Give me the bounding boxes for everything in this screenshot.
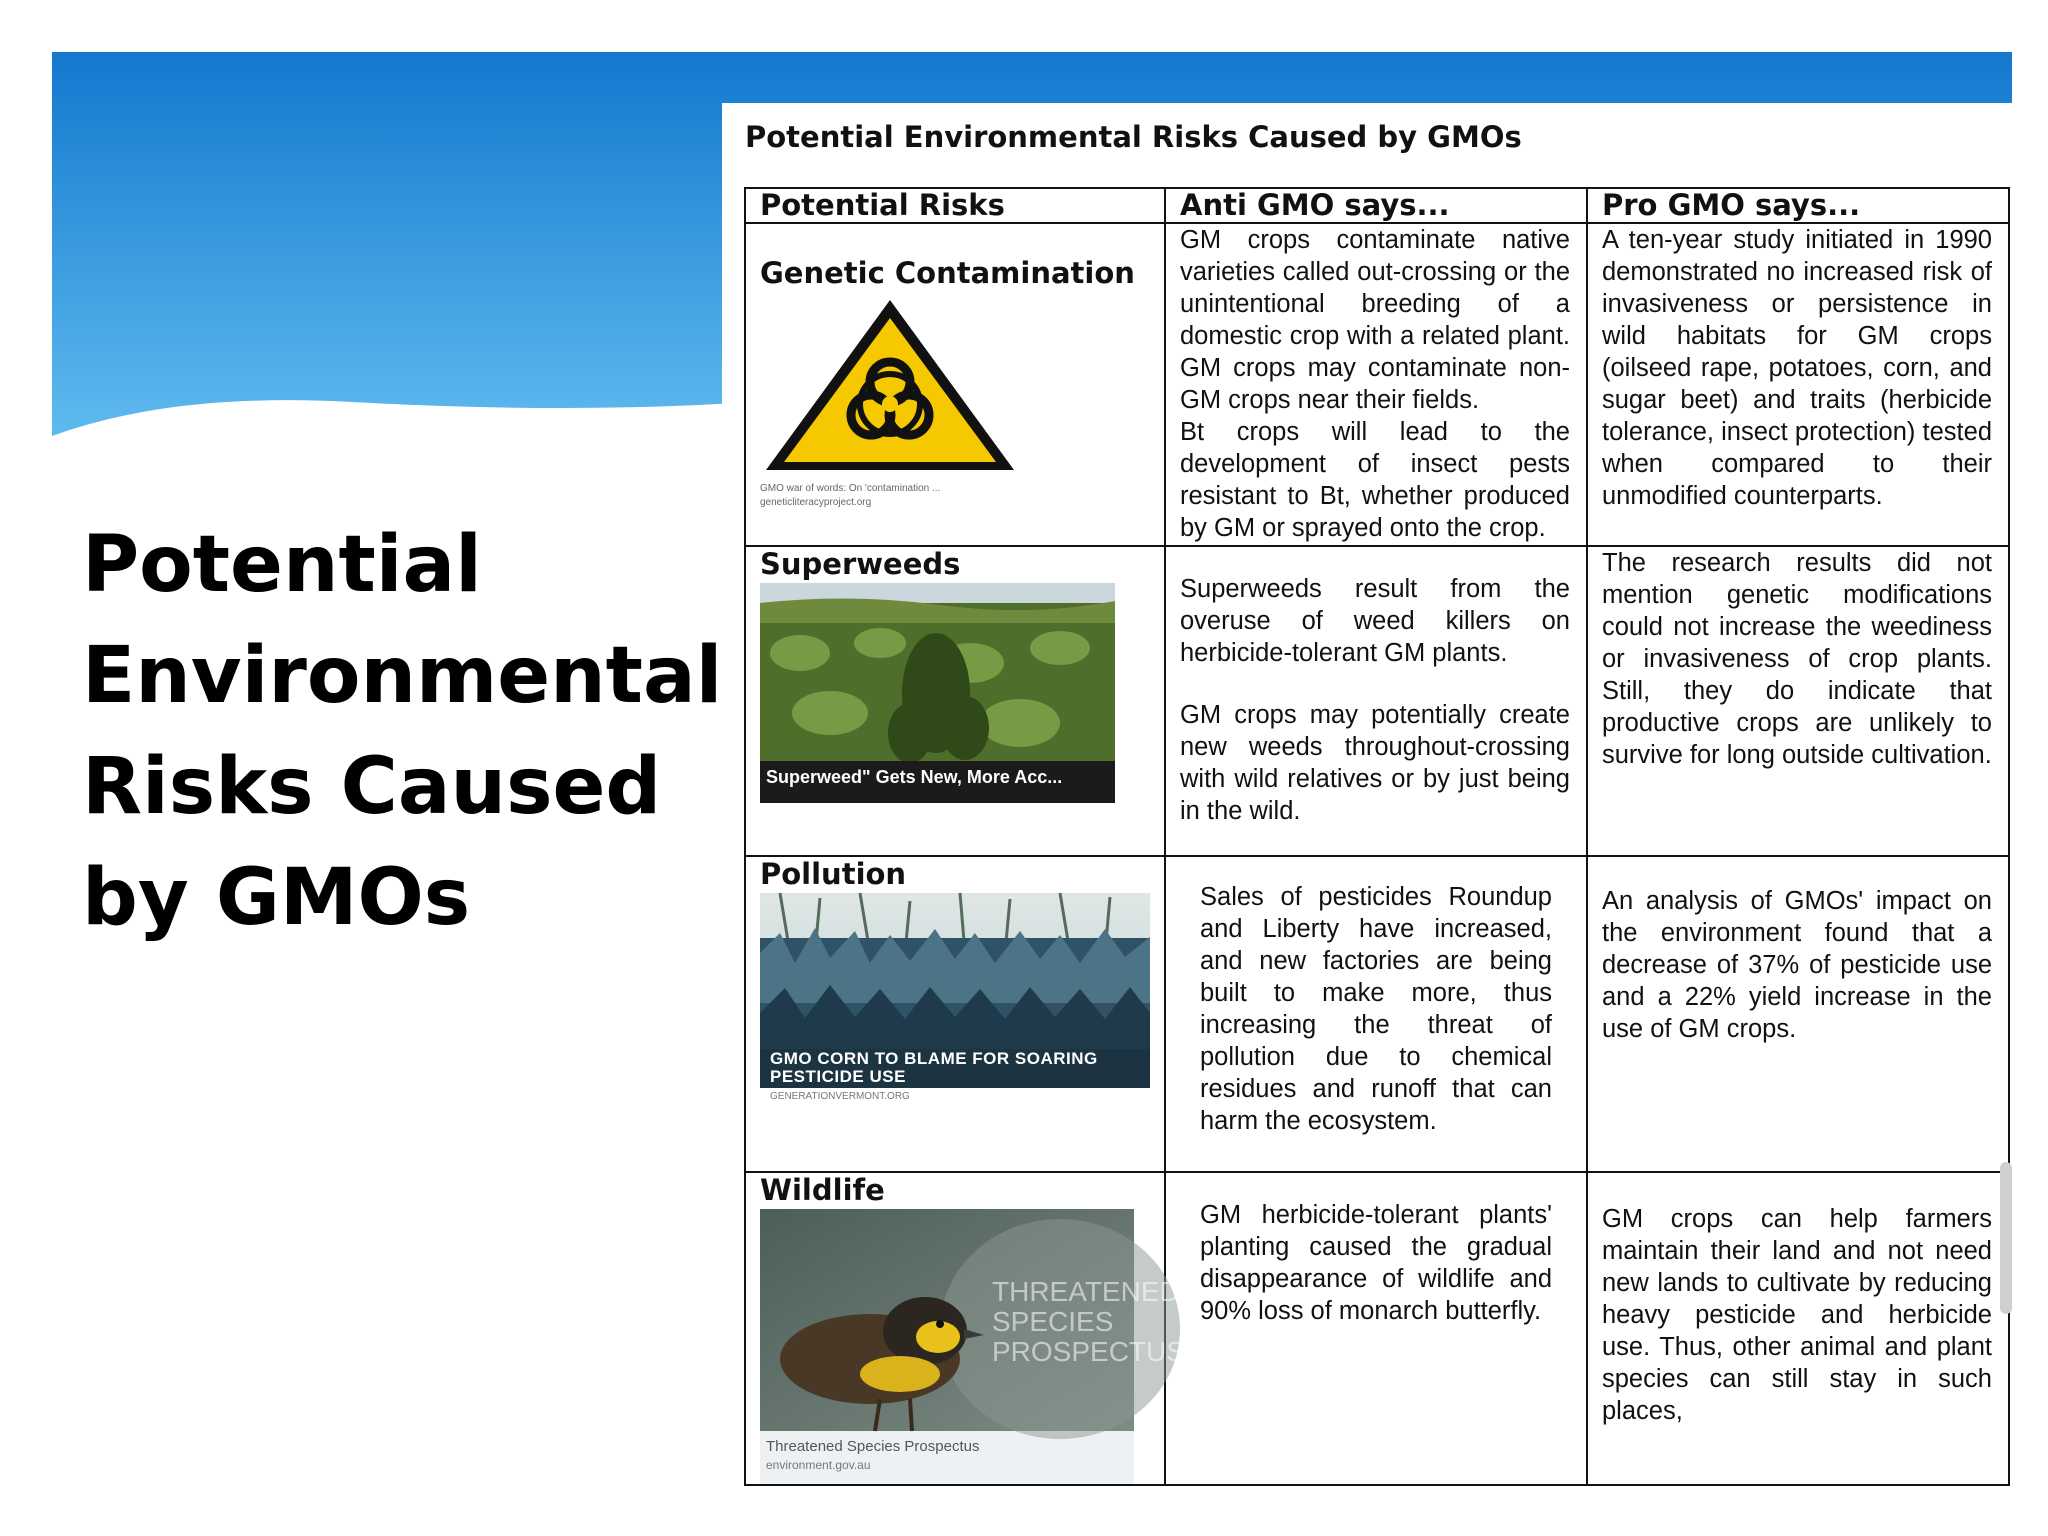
image-caption: GMO war of words: On 'contamination ... xyxy=(760,483,941,494)
pro-gmo-cell xyxy=(1587,1172,2009,1485)
column-header-risks: Potential Risks xyxy=(745,188,1165,223)
anti-text: Sales of pesticides Roundup and Liberty have increased, and new factories are being built to make more, thus increasing the threat of pollution due to chemical residues and runoff that can harm the ecosystem. xyxy=(1200,883,1552,1135)
anti-text: Bt crops will lead to the development of insect pests resistant to Bt, whether produced by GM or sprayed onto the crop. xyxy=(1180,418,1570,542)
anti-gmo-cell xyxy=(1165,223,1587,546)
scrollbar[interactable] xyxy=(2000,1162,2012,1314)
table-row xyxy=(745,546,2009,856)
pro-text: The research results did not mention genetic modifications could not increase the weediness or invasiveness of crop plants. Still, they do indicate that productive crops are unlikely to survive for long outside cultivation. xyxy=(1602,549,1992,769)
image-overlay-text: THREATENED SPECIES PROSPECTUS xyxy=(992,1276,1185,1367)
anti-text: GM crops contaminate native varieties called out-crossing or the unintentional breeding of a domestic crop with a related plant. GM crops may contaminate non-GM crops near their fields. xyxy=(1180,226,1570,414)
biohazard-icon xyxy=(760,292,1030,482)
pro-gmo-cell xyxy=(1587,856,2009,1172)
wildlife-image xyxy=(760,1209,1185,1484)
pro-text: GM crops can help farmers maintain their land and not need new lands to cultivate by reducing heavy pesticide and herbicide use. Thus, other animal and plant species can still stay in such places, xyxy=(1602,1205,1992,1425)
risks-table xyxy=(744,187,2010,1486)
risk-cell xyxy=(745,1172,1185,1485)
image-source: environment.gov.au xyxy=(766,1458,871,1472)
risk-cell xyxy=(745,856,1165,1172)
image-source: GENERATIONVERMONT.ORG xyxy=(770,1091,910,1102)
slide-title: Potential Environmental Risks Caused by GMOs xyxy=(82,520,723,943)
pro-gmo-cell xyxy=(1587,546,2009,856)
anti-gmo-cell xyxy=(1165,546,1587,856)
anti-gmo-cell xyxy=(1165,856,1587,1172)
column-header-pro: Pro GMO says... xyxy=(1587,188,2009,223)
risk-name: Genetic Contamination xyxy=(760,256,1135,290)
pro-text: A ten-year study initiated in 1990 demonstrated no increased risk of invasiveness or persistence in wild habitats for GM crops (oilseed rape, potatoes, corn, and sugar beet) and traits (herbicide tolerance, insect protection) tested when compared to their unmodified counterparts. xyxy=(1602,226,1992,510)
anti-gmo-cell xyxy=(1165,1172,1587,1485)
superweeds-image xyxy=(760,583,1115,803)
column-header-anti: Anti GMO says... xyxy=(1165,188,1587,223)
risk-name: Pollution xyxy=(760,857,907,891)
table-row xyxy=(745,223,2009,546)
anti-text: Superweeds result from the overuse of weed killers on herbicide-tolerant GM plants. xyxy=(1180,575,1570,667)
image-caption: Threatened Species Prospectus xyxy=(766,1438,980,1455)
risk-cell xyxy=(745,546,1165,856)
anti-text: GM crops may potentially create new weeds throughout-crossing with wild relatives or by just being in the wild. xyxy=(1180,701,1570,825)
pro-text: An analysis of GMOs' impact on the environment found that a decrease of 37% of pesticide use and a 22% yield increase in the use of GM crops. xyxy=(1602,887,1992,1043)
table-row xyxy=(745,1172,2009,1485)
image-overlay-text: GMO CORN TO BLAME FOR SOARING PESTICIDE USE xyxy=(770,1049,1098,1086)
anti-text: GM herbicide-tolerant plants' planting caused the gradual disappearance of wildlife and 90% loss of monarch butterfly. xyxy=(1200,1201,1552,1325)
pollution-image xyxy=(760,893,1150,1108)
image-source: geneticliteracyproject.org xyxy=(760,497,872,508)
pro-gmo-cell xyxy=(1587,223,2009,546)
risk-cell xyxy=(745,223,1165,546)
biohazard-image xyxy=(760,292,1030,482)
image-overlay-text: Superweed" Gets New, More Acc... xyxy=(766,767,1063,787)
risk-name: Superweeds xyxy=(760,547,961,581)
table-header-row xyxy=(745,188,2009,223)
document-title: Potential Environmental Risks Caused by GMOs xyxy=(745,120,1522,154)
risk-name: Wildlife xyxy=(760,1173,885,1207)
table-row xyxy=(745,856,2009,1172)
